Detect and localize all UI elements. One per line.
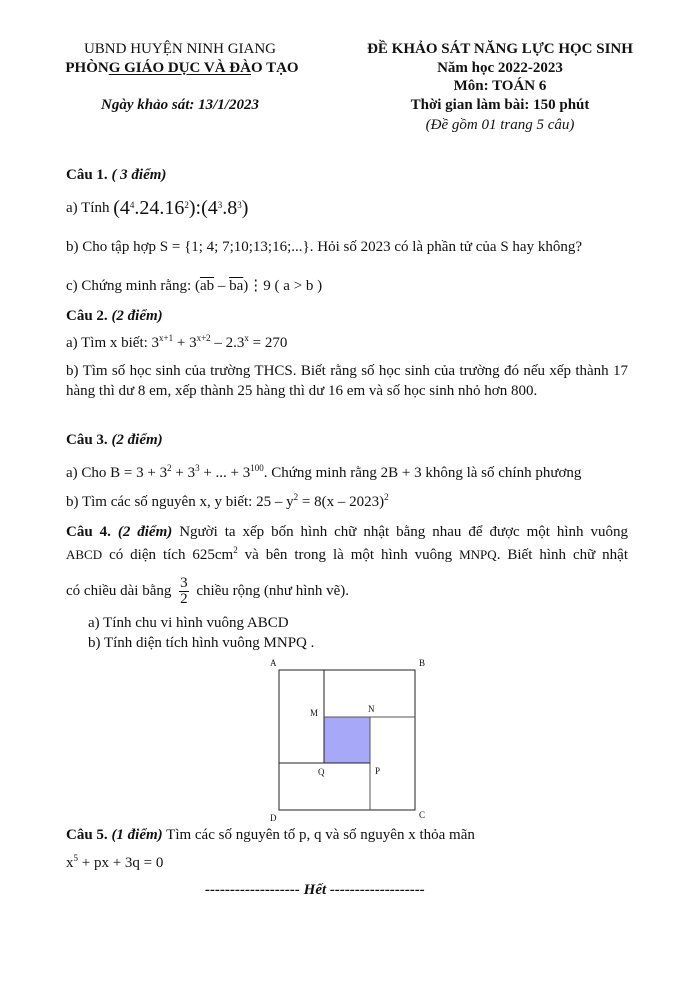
q5-heading — [66, 825, 475, 845]
q3a-suffix: không là số chính phương — [421, 465, 582, 481]
q1a-prefix: a) Tính — [66, 200, 110, 216]
q4-intro-3a: có chiều dài bằng — [66, 582, 172, 599]
q2a-prefix: a) Tìm x biết: — [66, 335, 148, 351]
q5-points: (1 điểm) — [111, 827, 163, 843]
q4-intro-2d: và bên trong là một hình vuông — [237, 547, 460, 563]
q5-expression: $x^5$ + px + 3q = 0 — [66, 853, 164, 871]
q4-intro-line-2 — [66, 545, 628, 565]
q5-text-b: và số nguyên — [321, 827, 409, 843]
q4-intro-2g: . Biết hình chữ nhật — [496, 547, 629, 563]
department-name — [52, 60, 312, 77]
q4-intro-line-1 — [66, 522, 628, 542]
label-c: C — [419, 810, 426, 820]
q1-heading — [66, 165, 166, 185]
duration: Thời gian làm bài: 150 phút — [410, 97, 590, 113]
q4-label: Câu 4. — [66, 524, 111, 540]
school-year: Năm học 2022-2023 — [437, 60, 563, 76]
q3a-expression: $B = 3 + 3^2 + 3^3$ + ... + $3^{100}$ — [110, 463, 264, 481]
inner-square-mnpq — [324, 717, 370, 763]
q3-points: (2 điểm) — [111, 432, 163, 448]
q5-var-x: x — [408, 827, 416, 843]
q4-intro-1: Người ta xếp bốn hình chữ nhật bằng nhau để được một hình vuông — [172, 524, 629, 540]
q3-part-b — [66, 492, 389, 512]
q3b-prefix: b) Tìm các số nguyên x, y biết: — [66, 494, 253, 510]
q1b-suffix: . Hỏi số 2023 có là phần tử của S hay không? — [309, 239, 582, 255]
q1c-expression: ($\overline{ab}$ – $\overline{ba})⋮9$ ( a > b ) — [194, 278, 323, 294]
exam-title: ĐỀ KHẢO SÁT NĂNG LỰC HỌC SINH — [367, 41, 633, 57]
q1b-prefix: b) Cho tập hợp — [66, 239, 157, 255]
q4-points: (2 điểm) — [117, 524, 173, 540]
q3a-expression-2: 2B + 3 — [380, 465, 422, 481]
q2-label: Câu 2. — [66, 308, 108, 324]
label-m: M — [310, 708, 319, 718]
q1-part-a — [66, 198, 248, 218]
q3a-mid: . Chứng minh rằng — [263, 465, 381, 481]
label-n: N — [368, 704, 375, 714]
authority-name: UBND HUYỆN NINH GIANG — [83, 41, 277, 57]
q2a-expression: $3^{x+1} + 3^{x+2} - 2.3^x = 270$ — [151, 333, 288, 351]
end-marker: ------------------- Hết ------------------- — [205, 882, 425, 898]
label-p: P — [375, 766, 381, 776]
q4-mnpq: MNPQ — [459, 547, 497, 562]
q1-part-c — [66, 276, 322, 296]
q3-heading — [66, 430, 163, 450]
department-suffix: O TẠO — [250, 60, 299, 76]
department-underlined: G GIÁO DỤC VÀ ĐÀ — [108, 60, 251, 76]
q5-vars-pq: p, q — [299, 827, 322, 843]
square-figure — [255, 650, 440, 825]
q5-text-a: Tìm các số nguyên tố — [162, 827, 300, 843]
exam-note: (Đề gồm 01 trang 5 câu) — [425, 117, 575, 133]
label-a: A — [270, 658, 277, 668]
q2-part-a — [66, 333, 287, 353]
q5-label: Câu 5. — [66, 827, 108, 843]
label-d: D — [270, 813, 277, 823]
q4-intro-line-3 — [66, 576, 349, 607]
subject: Môn: TOÁN 6 — [453, 78, 547, 94]
q2-heading — [66, 306, 163, 326]
q2-part-b: b) Tìm số học sinh của trường THCS. Biết rằng số học sinh của trường đó nếu xếp thành 17 hàng thì dư 8 em, xếp thành 25 hàng thì dư 16 em và số học sinh nhỏ hơn 800. — [66, 363, 628, 399]
label-b: B — [419, 658, 426, 668]
fraction-denominator: 2 — [180, 591, 188, 607]
fraction-numerator: 3 — [180, 575, 188, 591]
q4-intro-3b: chiều rộng (như hình vẽ). — [196, 582, 350, 599]
q4-area: $625cm^2$ — [192, 545, 238, 563]
q5-text-c: thỏa mãn — [415, 827, 475, 843]
q3-part-a — [66, 463, 581, 483]
exam-date: Ngày khảo sát: 13/1/2023 — [101, 97, 259, 113]
q3a-prefix: a) Cho — [66, 465, 107, 481]
q4-part-a: a) Tính chu vi hình vuông ABCD — [88, 615, 289, 631]
department-prefix: PHÒN — [65, 60, 109, 76]
q3-label: Câu 3. — [66, 432, 108, 448]
q1-label: Câu 1. — [66, 167, 108, 183]
q3b-expression: $25 - y^2 = 8(x - 2023)^2$ — [256, 492, 389, 510]
q1-points: ( 3 điểm) — [111, 167, 167, 183]
q1c-prefix: c) Chứng minh rằng: — [66, 278, 192, 294]
q1b-set: S = {1; 4; 7;10;13;16;...} — [159, 239, 310, 255]
q1a-expression: $(4^4.24.16^2):(4^3.8^3)$ — [113, 197, 249, 219]
q1-part-b — [66, 237, 582, 257]
label-q: Q — [318, 767, 325, 777]
q4-part-b: b) Tính diện tích hình vuông MNPQ . — [88, 635, 315, 651]
q4-fraction — [179, 576, 189, 607]
q4-abcd: ABCD — [66, 547, 103, 562]
q2-points: (2 điểm) — [111, 308, 163, 324]
q4-intro-2b: có diện tích — [102, 547, 193, 563]
